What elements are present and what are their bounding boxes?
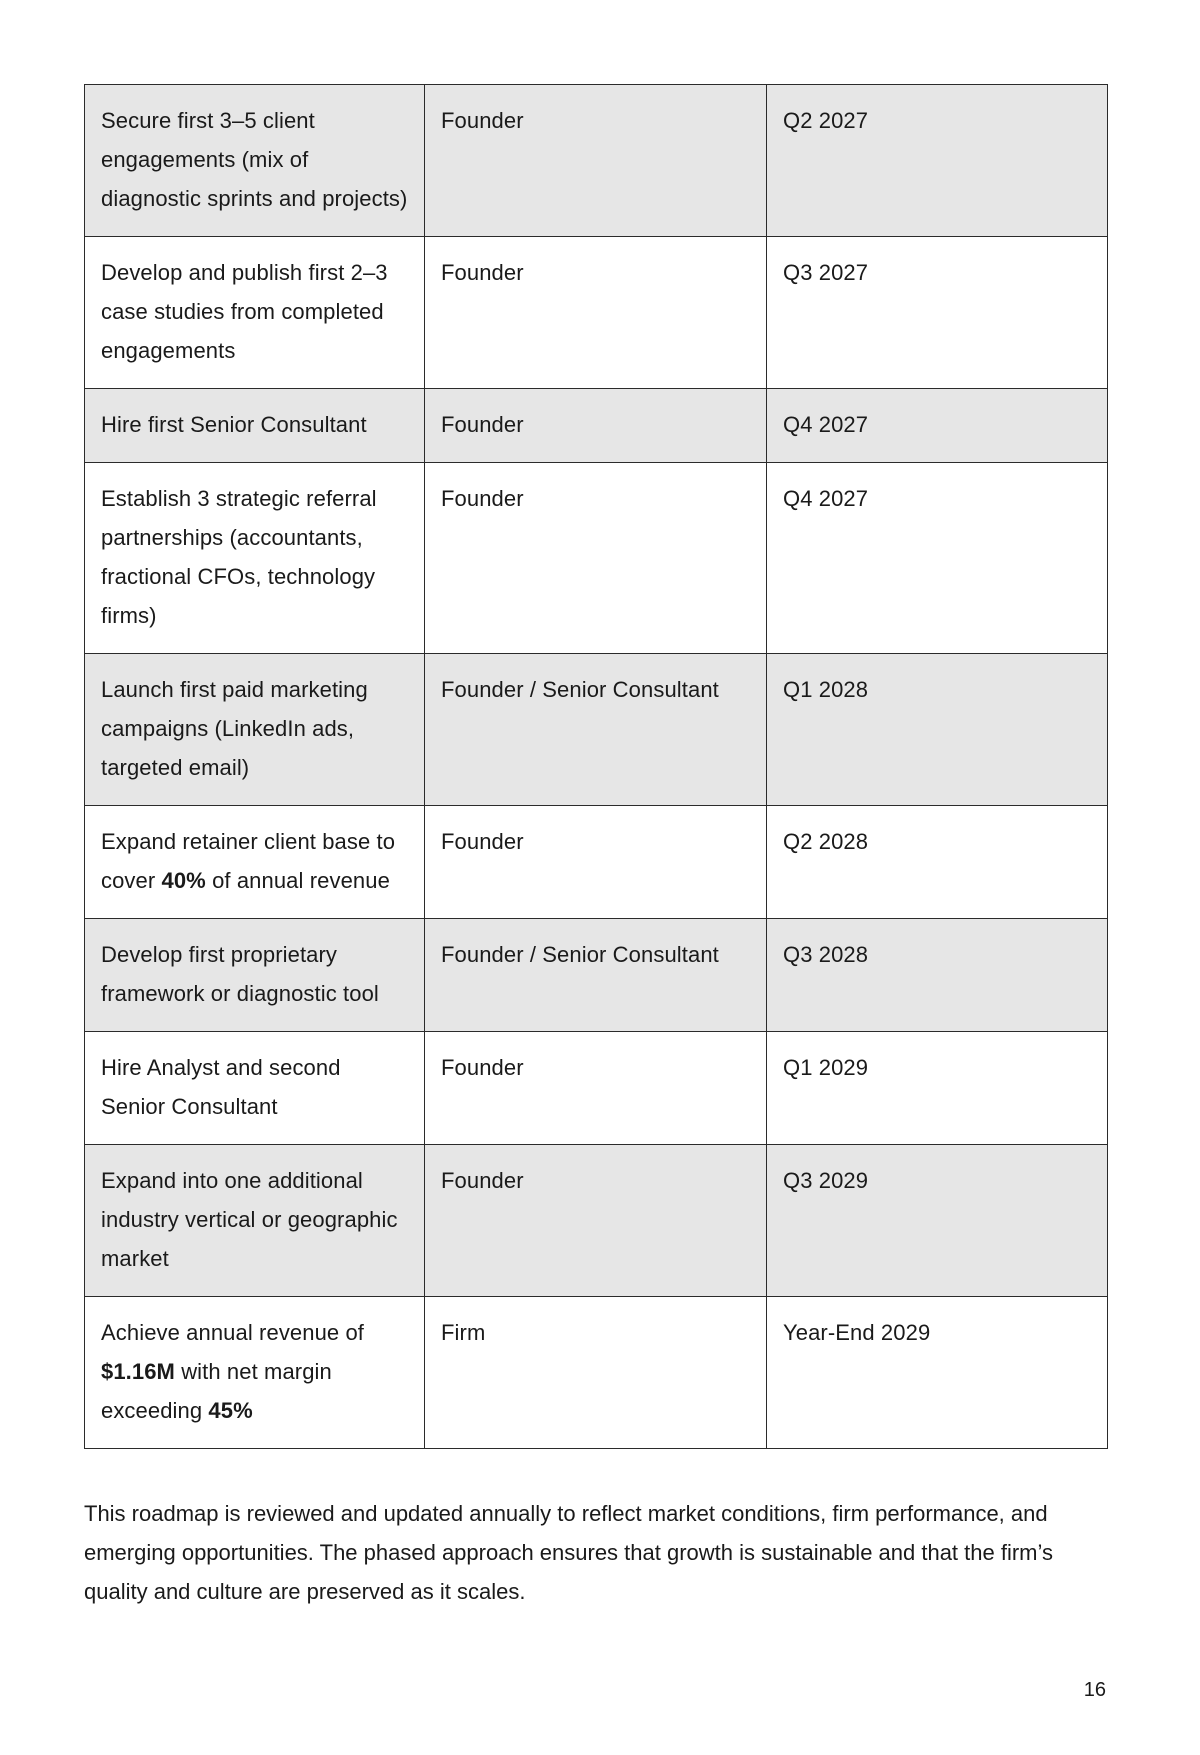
table-row (85, 919, 1108, 1032)
milestone-text: Launch first paid marketing campaigns (LinkedIn ads, targeted email) (101, 677, 368, 780)
milestone-text: Hire Analyst and second Senior Consultant (101, 1055, 341, 1119)
owner-cell: Founder / Senior Consultant (425, 654, 767, 806)
target-date-cell: Year-End 2029 (767, 1297, 1108, 1449)
milestone-text: Develop and publish first 2–3 case studies from completed engagements (101, 260, 388, 363)
roadmap-table-body (85, 85, 1108, 1449)
target-date-cell: Q4 2027 (767, 389, 1108, 463)
milestone-text: Achieve annual revenue of (101, 1320, 365, 1345)
milestone-cell (85, 389, 425, 463)
milestone-text: Expand into one additional industry vertical or geographic market (101, 1168, 398, 1271)
owner-cell: Founder (425, 1032, 767, 1145)
page-number: 16 (1083, 1679, 1106, 1701)
milestone-cell (85, 1145, 425, 1297)
target-date-cell: Q3 2029 (767, 1145, 1108, 1297)
milestone-text: Develop first proprietary framework or diagnostic tool (101, 942, 379, 1006)
table-row (85, 85, 1108, 237)
table-row (85, 389, 1108, 463)
target-date-cell: Q4 2027 (767, 463, 1108, 654)
table-row (85, 806, 1108, 919)
target-date-cell: Q2 2028 (767, 806, 1108, 919)
owner-cell: Founder (425, 389, 767, 463)
target-date-cell: Q3 2028 (767, 919, 1108, 1032)
owner-cell: Founder / Senior Consultant (425, 919, 767, 1032)
milestone-text: with net margin exceeding (101, 1359, 332, 1423)
milestone-cell (85, 237, 425, 389)
owner-cell: Founder (425, 463, 767, 654)
owner-cell: Founder (425, 85, 767, 237)
milestone-text: Establish 3 strategic referral partnerships (accountants, fractional CFOs, technology firms) (101, 486, 377, 628)
owner-cell: Founder (425, 1145, 767, 1297)
milestone-cell (85, 806, 425, 919)
table-row (85, 1145, 1108, 1297)
milestone-cell (85, 463, 425, 654)
target-date-cell: Q1 2028 (767, 654, 1108, 806)
table-row (85, 1032, 1108, 1145)
table-row (85, 1297, 1108, 1449)
target-date-cell: Q3 2027 (767, 237, 1108, 389)
milestone-cell (85, 1297, 425, 1449)
table-row (85, 237, 1108, 389)
owner-cell: Founder (425, 237, 767, 389)
roadmap-table (84, 84, 1108, 1449)
milestone-text: Secure first 3–5 client engagements (mix of diagnostic sprints and projects) (101, 108, 408, 211)
milestone-text: Expand retainer client base to cover (101, 829, 396, 893)
owner-cell: Firm (425, 1297, 767, 1449)
milestone-cell (85, 654, 425, 806)
target-date-cell: Q1 2029 (767, 1032, 1108, 1145)
owner-cell: Founder (425, 806, 767, 919)
milestone-text: Hire first Senior Consultant (101, 412, 367, 437)
milestone-highlight: $1.16M (101, 1359, 175, 1384)
target-date-cell: Q2 2027 (767, 85, 1108, 237)
closing-paragraph: This roadmap is reviewed and updated annually to reflect market conditions, firm performance, and emerging opportunities. The phased approach ensures that growth is sustainable and that the firm’s quality and culture are preserved as it scales. (84, 1501, 1053, 1604)
table-row (85, 463, 1108, 654)
table-row (85, 654, 1108, 806)
milestone-cell (85, 919, 425, 1032)
milestone-cell (85, 85, 425, 237)
milestone-highlight: 40% (161, 868, 206, 893)
milestone-text: of annual revenue (205, 868, 390, 893)
milestone-cell (85, 1032, 425, 1145)
milestone-highlight: 45% (208, 1398, 253, 1423)
